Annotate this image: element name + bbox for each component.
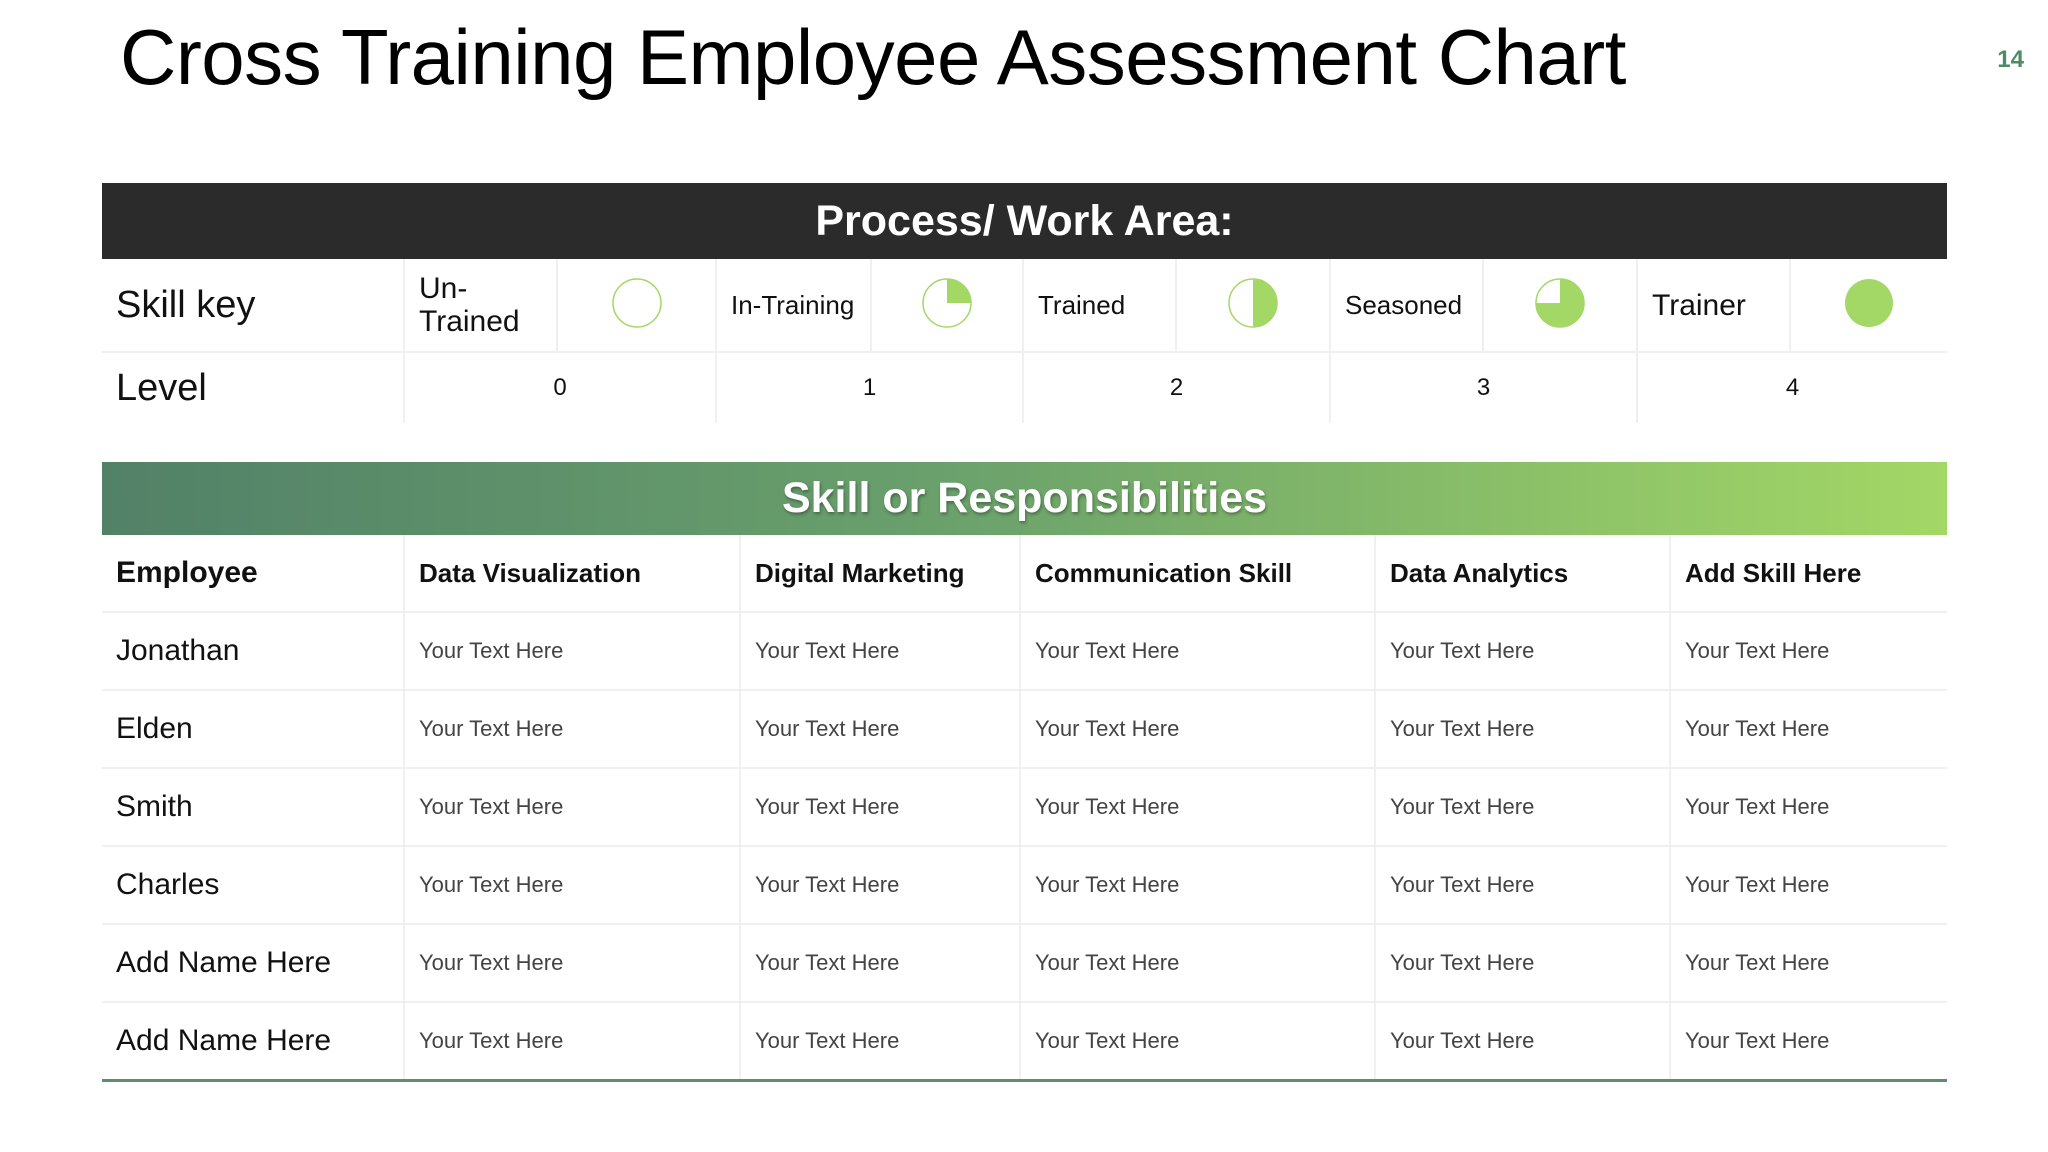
table-cell: Your Text Here — [1670, 1002, 1947, 1081]
table-cell: Your Text Here — [1020, 768, 1375, 846]
employee-name: Elden — [102, 690, 404, 768]
key-label-untrained: Un-Trained — [404, 259, 557, 352]
table-row — [102, 846, 1947, 924]
level-value: 3 — [1330, 352, 1637, 423]
column-header: Data Visualization — [404, 535, 740, 612]
key-label-trainer: Trainer — [1637, 259, 1790, 352]
skills-header: Skill or Responsibilities — [102, 462, 1947, 535]
table-cell: Your Text Here — [1020, 1002, 1375, 1081]
three-quarter-circle-icon — [1533, 276, 1587, 330]
table-cell: Your Text Here — [404, 1002, 740, 1081]
key-label-in-training: In-Training — [716, 259, 871, 352]
table-cell: Your Text Here — [1375, 768, 1670, 846]
page-number: 14 — [1997, 46, 2024, 73]
employee-name: Add Name Here — [102, 1002, 404, 1081]
skill-key-label: Skill key — [102, 259, 404, 352]
table-cell: Your Text Here — [404, 690, 740, 768]
employee-name: Smith — [102, 768, 404, 846]
table-cell: Your Text Here — [404, 924, 740, 1002]
table-row — [102, 612, 1947, 690]
pie-fill — [947, 279, 971, 303]
table-cell: Your Text Here — [404, 768, 740, 846]
quarter-circle-icon — [920, 276, 974, 330]
table-cell: Your Text Here — [1375, 612, 1670, 690]
skill-key-table — [102, 259, 1947, 423]
table-cell: Your Text Here — [740, 924, 1020, 1002]
table-cell: Your Text Here — [740, 768, 1020, 846]
level-value: 4 — [1785, 374, 1800, 401]
table-cell: Your Text Here — [1375, 1002, 1670, 1081]
table-row — [102, 924, 1947, 1002]
pie-outline — [613, 279, 661, 327]
table-cell: Your Text Here — [1020, 846, 1375, 924]
table-cell: Your Text Here — [404, 612, 740, 690]
level-value: 0 — [404, 352, 716, 423]
column-header-employee: Employee — [102, 535, 404, 612]
table-cell: Your Text Here — [1020, 612, 1375, 690]
empty-circle-icon — [610, 276, 664, 330]
pie-fill — [1253, 279, 1277, 327]
table-cell: Your Text Here — [740, 690, 1020, 768]
table-cell: Your Text Here — [1670, 690, 1947, 768]
table-cell: Your Text Here — [740, 1002, 1020, 1081]
table-cell: Your Text Here — [1375, 846, 1670, 924]
column-header: Communication Skill — [1020, 535, 1375, 612]
table-row — [102, 690, 1947, 768]
table-cell: Your Text Here — [1020, 690, 1375, 768]
table-row — [102, 1002, 1947, 1081]
process-header: Process/ Work Area: — [102, 183, 1947, 259]
table-cell: Your Text Here — [1375, 924, 1670, 1002]
column-header: Add Skill Here — [1670, 535, 1947, 612]
column-header: Data Analytics — [1375, 535, 1670, 612]
page-title: Cross Training Employee Assessment Chart — [120, 13, 1626, 101]
pie-fill — [1845, 279, 1893, 327]
key-label-seasoned: Seasoned — [1330, 259, 1483, 352]
table-cell: Your Text Here — [1020, 924, 1375, 1002]
employee-name: Add Name Here — [102, 924, 404, 1002]
table-cell: Your Text Here — [1670, 768, 1947, 846]
table-cell: Your Text Here — [740, 846, 1020, 924]
skill-key-row — [102, 259, 1947, 352]
table-row — [102, 768, 1947, 846]
employee-name: Jonathan — [102, 612, 404, 690]
level-value: 1 — [716, 352, 1023, 423]
table-cell: Your Text Here — [1670, 924, 1947, 1002]
level-label: Level — [102, 352, 404, 423]
table-cell: Your Text Here — [404, 846, 740, 924]
table-cell: Your Text Here — [740, 612, 1020, 690]
level-row — [102, 352, 1947, 423]
half-circle-icon — [1226, 276, 1280, 330]
table-cell: Your Text Here — [1670, 846, 1947, 924]
table-cell: Your Text Here — [1375, 690, 1670, 768]
column-header: Digital Marketing — [740, 535, 1020, 612]
table-cell: Your Text Here — [1670, 612, 1947, 690]
table-header-row — [102, 535, 1947, 612]
employee-name: Charles — [102, 846, 404, 924]
full-circle-icon — [1842, 276, 1896, 330]
level-value: 2 — [1023, 352, 1330, 423]
key-label-trained: Trained — [1023, 259, 1176, 352]
assessment-table — [102, 535, 1947, 1082]
